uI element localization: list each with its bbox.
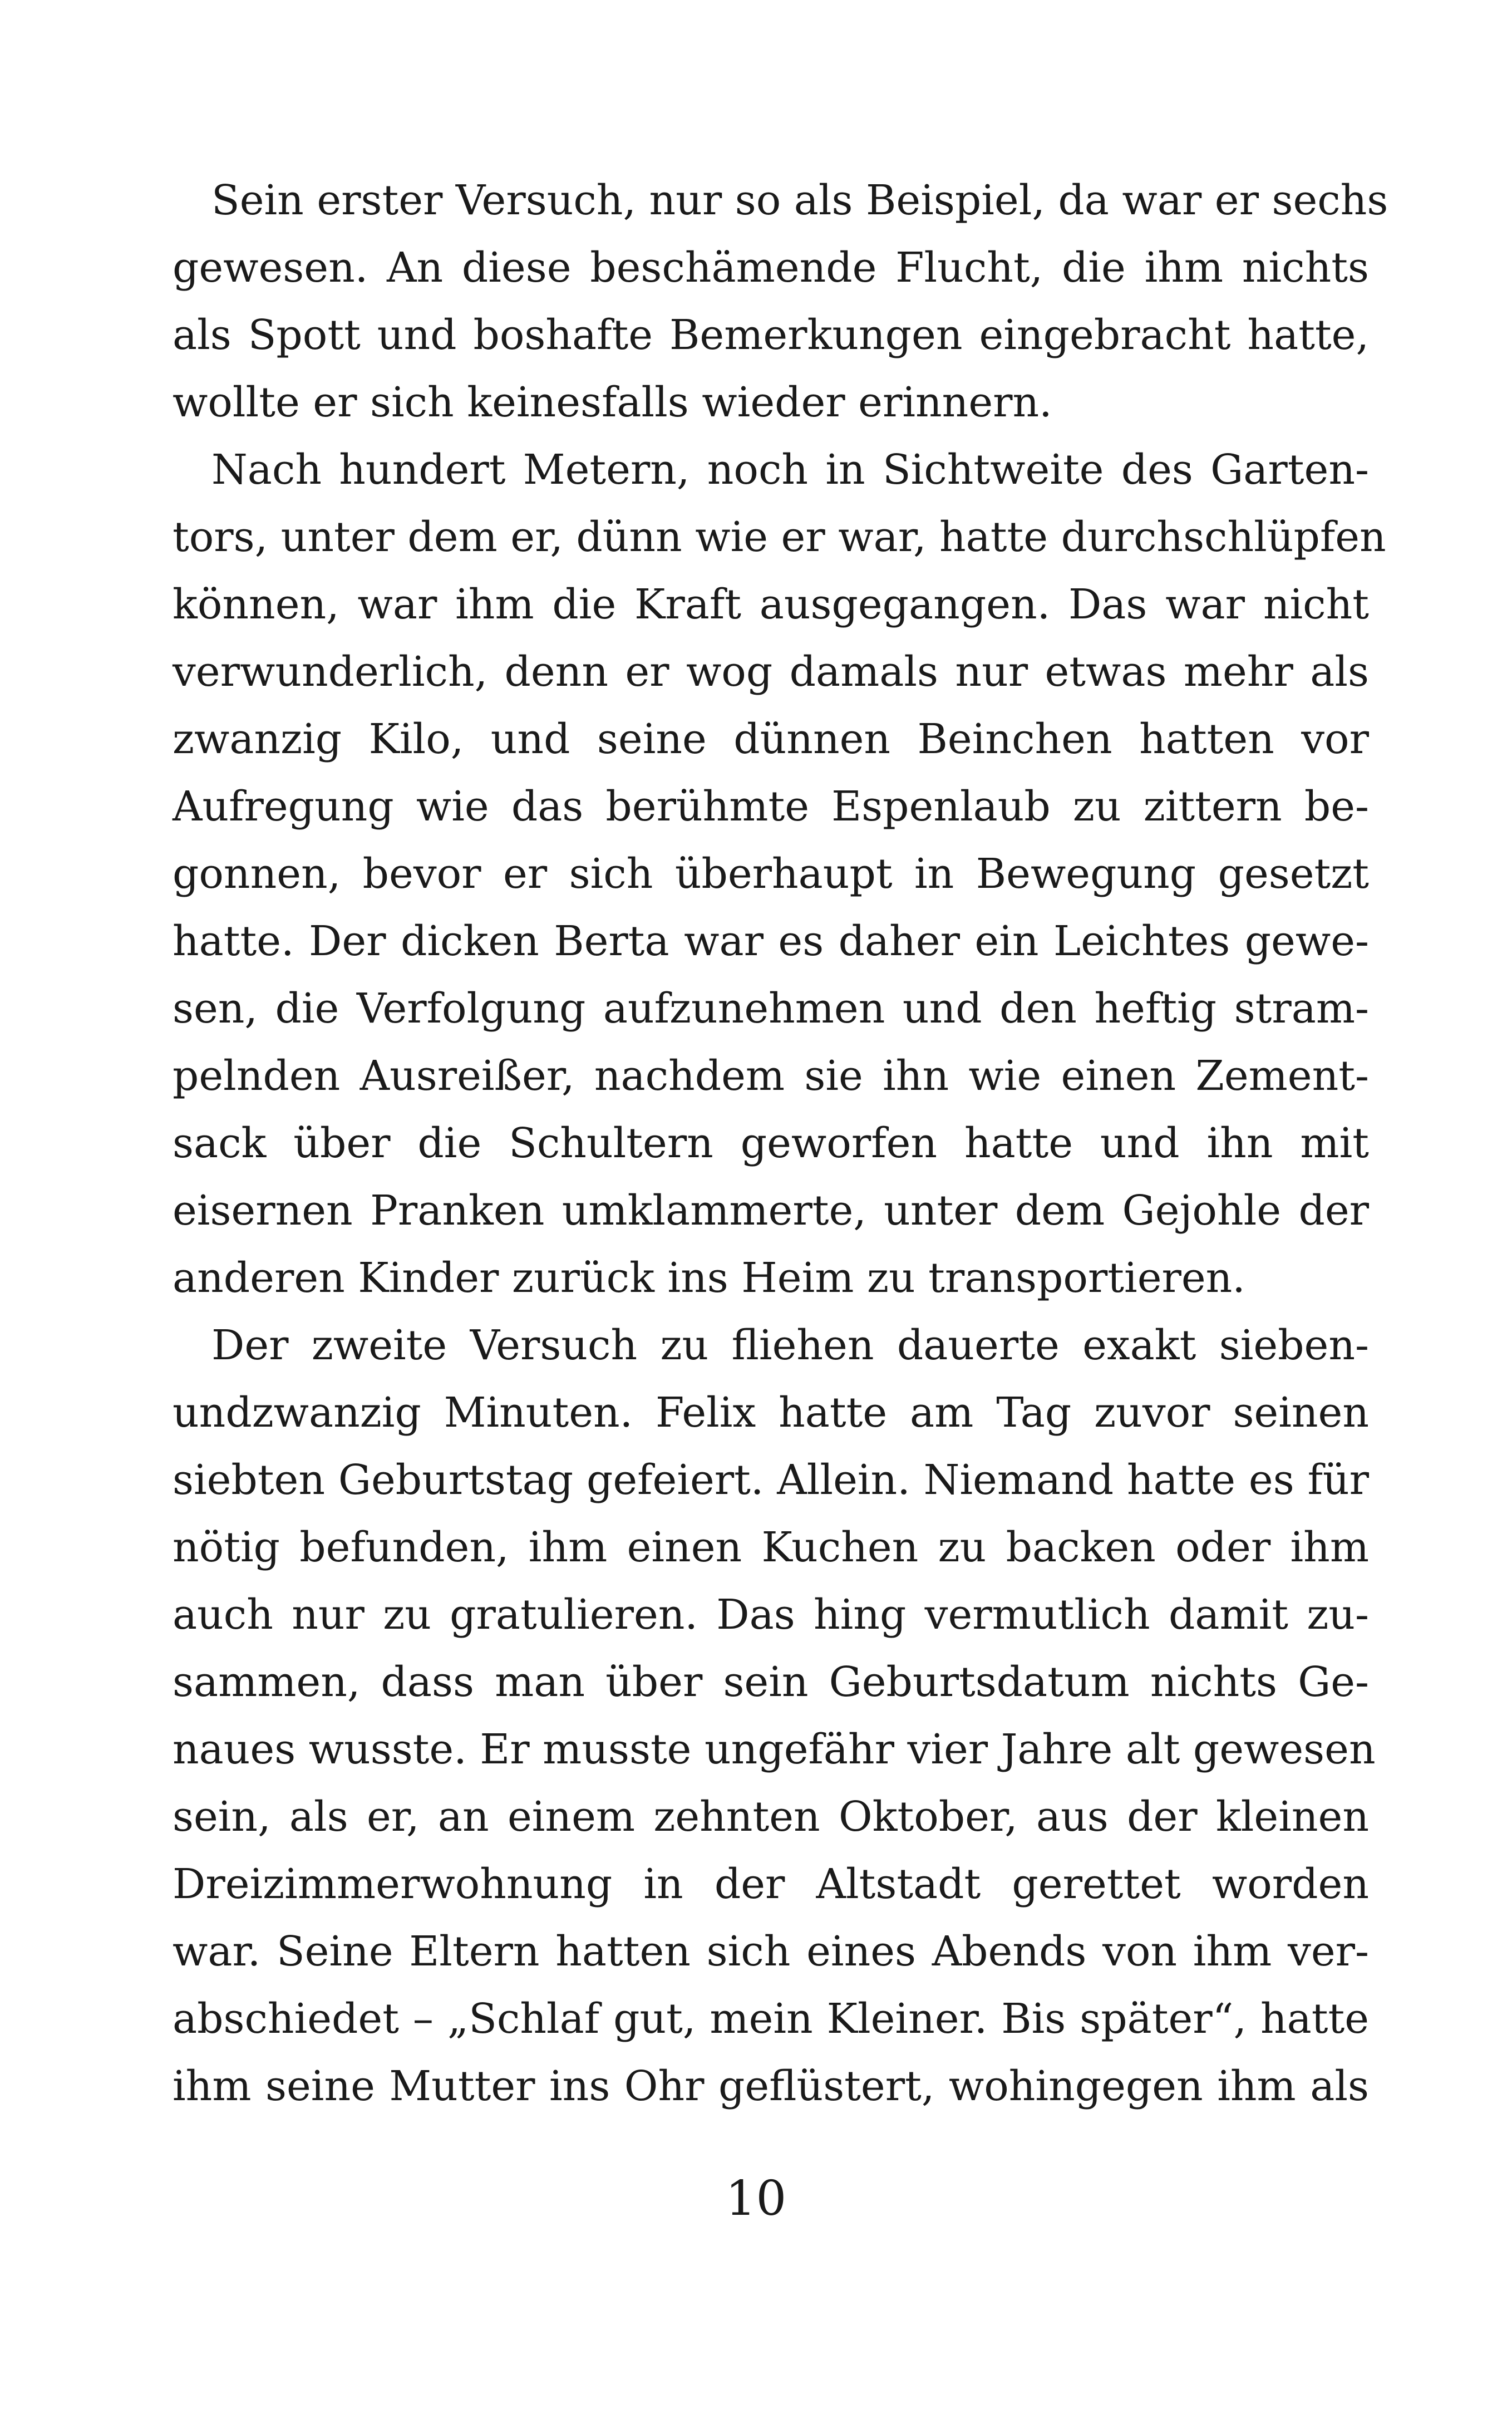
text-line: undzwanzig Minuten. Felix hatte am Tag zuvor seinen xyxy=(173,1389,1369,1437)
paragraph-1 xyxy=(173,167,1388,436)
text-line: sack über die Schultern geworfen hatte und ihn mit xyxy=(173,1119,1369,1167)
text-line: als Spott und boshafte Bemerkungen eingebracht hatte, xyxy=(173,311,1369,359)
body-text xyxy=(173,167,1388,2120)
text-line: naues wusste. Er musste ungefähr vier Jahre alt gewesen xyxy=(173,1726,1376,1773)
text-line: sammen, dass man über sein Geburtsdatum nichts Ge- xyxy=(173,1658,1369,1706)
page-number: 10 xyxy=(725,2171,787,2226)
text-line: zwanzig Kilo, und seine dünnen Beinchen hatten vor xyxy=(173,715,1369,763)
text-line: hatte. Der dicken Berta war es daher ein Leichtes gewe- xyxy=(173,917,1369,965)
text-line: Sein erster Versuch, nur so als Beispiel, da war er sechs xyxy=(211,176,1388,224)
text-line: pelnden Ausreißer, nachdem sie ihn wie einen Zement- xyxy=(173,1052,1369,1100)
text-line: gonnen, bevor er sich überhaupt in Bewegung gesetzt xyxy=(173,850,1369,898)
text-line: anderen Kinder zurück ins Heim zu transportieren. xyxy=(173,1254,1245,1302)
text-line: ihm seine Mutter ins Ohr geflüstert, wohingegen ihm als xyxy=(173,2062,1369,2110)
text-line: gewesen. An diese beschämende Flucht, die ihm nichts xyxy=(173,244,1369,292)
text-line: nötig befunden, ihm einen Kuchen zu backen oder ihm xyxy=(173,1523,1369,1571)
text-line: auch nur zu gratulieren. Das hing vermutlich damit zu- xyxy=(173,1591,1369,1639)
text-line: sen, die Verfolgung aufzunehmen und den heftig stram- xyxy=(173,985,1369,1033)
text-line: tors, unter dem er, dünn wie er war, hatte durchschlüpfen xyxy=(173,513,1386,561)
text-line: wollte er sich keinesfalls wieder erinnern. xyxy=(173,379,1052,426)
text-line: Der zweite Versuch zu fliehen dauerte exakt sieben- xyxy=(211,1321,1369,1369)
text-line: Nach hundert Metern, noch in Sichtweite des Garten- xyxy=(211,446,1369,494)
text-line: war. Seine Eltern hatten sich eines Abends von ihm ver- xyxy=(173,1928,1369,1975)
text-line: Aufregung wie das berühmte Espenlaub zu zittern be- xyxy=(173,783,1369,830)
text-line: eisernen Pranken umklammerte, unter dem Gejohle der xyxy=(173,1187,1369,1235)
text-line: abschiedet – „Schlaf gut, mein Kleiner. Bis später“, hatte xyxy=(173,1995,1369,2043)
paragraph-2 xyxy=(173,436,1386,1312)
paragraph-3 xyxy=(173,1312,1376,2120)
text-line: können, war ihm die Kraft ausgegangen. Das war nicht xyxy=(173,581,1369,628)
text-line: sein, als er, an einem zehnten Oktober, aus der kleinen xyxy=(173,1793,1369,1841)
text-line: verwunderlich, denn er wog damals nur etwas mehr als xyxy=(173,648,1369,696)
text-line: Dreizimmerwohnung in der Altstadt gerettet worden xyxy=(173,1860,1369,1908)
text-line: siebten Geburtstag gefeiert. Allein. Niemand hatte es für xyxy=(173,1456,1369,1504)
